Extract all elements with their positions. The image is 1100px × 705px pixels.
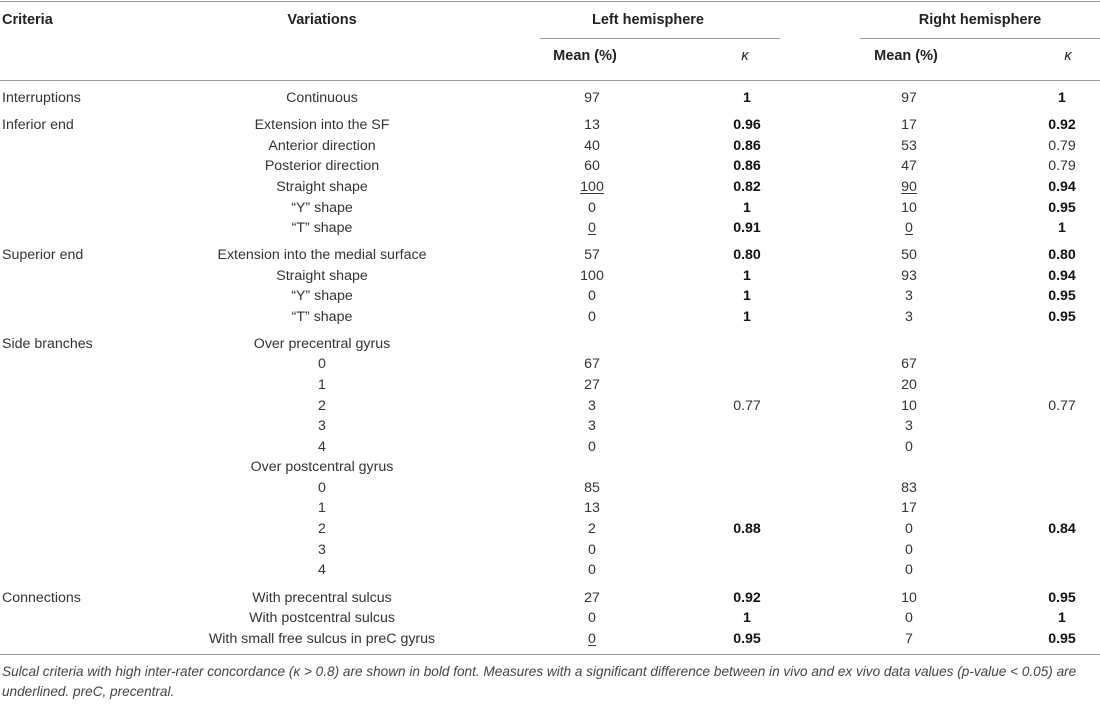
- header-left-kappa: κ: [741, 48, 749, 64]
- left-mean-cell: 0: [588, 562, 596, 578]
- left-mean-cell: 13: [584, 500, 600, 516]
- left-kappa-cell: 1: [743, 288, 751, 304]
- left-mean-cell: 0: [588, 200, 596, 216]
- left-kappa-cell: 1: [743, 268, 751, 284]
- header-right-hemisphere: Right hemisphere: [918, 12, 1042, 28]
- table-row: [0, 115, 1100, 136]
- variation-cell: With precentral sulcus: [252, 590, 392, 606]
- variation-cell: 4: [318, 562, 326, 578]
- right-mean-cell: 0: [905, 220, 913, 236]
- table-row: [0, 416, 1100, 437]
- table-row: [0, 354, 1100, 375]
- criteria-cell: Side branches: [2, 336, 93, 352]
- table-row: [0, 198, 1100, 219]
- variation-cell: 1: [318, 377, 326, 393]
- table-row: [0, 588, 1100, 609]
- table-row: [0, 396, 1100, 417]
- table-row: [0, 266, 1100, 287]
- variation-cell: Extension into the SF: [254, 117, 390, 133]
- right-kappa-cell: 0.95: [1048, 631, 1076, 647]
- left-mean-cell: 2: [588, 521, 596, 537]
- left-hemisphere-rule: [540, 38, 780, 39]
- table-row: [0, 334, 1100, 355]
- left-kappa-cell: 0.82: [733, 179, 761, 195]
- table-row: [0, 540, 1100, 561]
- right-kappa-cell: 0.77: [1048, 398, 1076, 414]
- left-kappa-cell: 0.86: [733, 158, 761, 174]
- right-kappa-cell: 0.95: [1048, 200, 1076, 216]
- table-row: [0, 136, 1100, 157]
- right-mean-cell: 67: [901, 356, 917, 372]
- right-mean-cell: 0: [905, 562, 913, 578]
- left-kappa-cell: 0.95: [733, 631, 761, 647]
- right-mean-cell: 17: [901, 117, 917, 133]
- right-mean-cell: 0: [905, 610, 913, 626]
- variation-cell: Straight shape: [276, 268, 368, 284]
- table-row: [0, 286, 1100, 307]
- left-kappa-cell: 0.92: [733, 590, 761, 606]
- right-mean-cell: 3: [905, 418, 913, 434]
- left-mean-cell: 27: [584, 377, 600, 393]
- table-row: [0, 457, 1100, 478]
- variation-cell: “T” shape: [291, 309, 353, 325]
- variation-cell: 2: [318, 398, 326, 414]
- right-mean-cell: 20: [901, 377, 917, 393]
- left-kappa-cell: 0.96: [733, 117, 761, 133]
- right-kappa-cell: 0.95: [1048, 590, 1076, 606]
- right-mean-cell: 47: [901, 158, 917, 174]
- left-kappa-cell: 0.88: [733, 521, 761, 537]
- table-row: [0, 560, 1100, 581]
- left-mean-cell: 27: [584, 590, 600, 606]
- header-right-kappa: κ: [1064, 48, 1072, 64]
- right-mean-cell: 3: [905, 309, 913, 325]
- left-kappa-cell: 1: [743, 610, 751, 626]
- criteria-cell: Interruptions: [2, 90, 81, 106]
- right-mean-cell: 97: [901, 90, 917, 106]
- table-row: [0, 608, 1100, 629]
- variation-cell: Over postcentral gyrus: [250, 459, 394, 475]
- left-mean-cell: 0: [588, 610, 596, 626]
- variation-cell: 3: [318, 542, 326, 558]
- right-kappa-cell: 0.95: [1048, 309, 1076, 325]
- left-mean-cell: 100: [580, 268, 604, 284]
- variation-cell: Over precentral gyrus: [253, 336, 391, 352]
- table-row: [0, 156, 1100, 177]
- right-mean-cell: 3: [905, 288, 913, 304]
- left-mean-cell: 85: [584, 480, 600, 496]
- left-kappa-cell: 0.91: [733, 220, 761, 236]
- variation-cell: Posterior direction: [264, 158, 380, 174]
- header-left-mean: Mean (%): [553, 48, 617, 64]
- variation-cell: 3: [318, 418, 326, 434]
- variation-cell: Straight shape: [276, 179, 368, 195]
- variation-cell: 0: [318, 356, 326, 372]
- right-mean-cell: 90: [901, 179, 917, 195]
- right-mean-cell: 0: [905, 542, 913, 558]
- left-mean-cell: 0: [588, 439, 596, 455]
- left-mean-cell: 60: [584, 158, 600, 174]
- header-variations: Variations: [287, 12, 357, 28]
- variation-cell: Continuous: [286, 90, 358, 106]
- criteria-cell: Superior end: [2, 247, 84, 263]
- table-row: [0, 629, 1100, 650]
- left-kappa-cell: 0.86: [733, 138, 761, 154]
- left-mean-cell: 0: [588, 542, 596, 558]
- left-mean-cell: 3: [588, 398, 596, 414]
- variation-cell: 0: [318, 480, 326, 496]
- header-criteria: Criteria: [2, 12, 53, 28]
- right-kappa-cell: 0.94: [1048, 268, 1076, 284]
- right-kappa-cell: 0.84: [1048, 521, 1076, 537]
- table-row: [0, 307, 1100, 328]
- table-top-rule: [0, 1, 1100, 2]
- left-mean-cell: 0: [588, 220, 596, 236]
- header-right-mean: Mean (%): [874, 48, 938, 64]
- variation-cell: Extension into the medial surface: [217, 247, 427, 263]
- right-mean-cell: 93: [901, 268, 917, 284]
- left-mean-cell: 3: [588, 418, 596, 434]
- right-mean-cell: 53: [901, 138, 917, 154]
- left-kappa-cell: 0.77: [733, 398, 761, 414]
- right-kappa-cell: 0.79: [1048, 138, 1076, 154]
- right-kappa-cell: 0.94: [1048, 179, 1076, 195]
- left-mean-cell: 0: [588, 288, 596, 304]
- right-kappa-cell: 1: [1058, 610, 1066, 626]
- right-mean-cell: 10: [901, 590, 917, 606]
- right-mean-cell: 10: [901, 398, 917, 414]
- table-row: [0, 88, 1100, 109]
- table-row: [0, 498, 1100, 519]
- right-kappa-cell: 0.79: [1048, 158, 1076, 174]
- left-kappa-cell: 1: [743, 200, 751, 216]
- table-row: [0, 437, 1100, 458]
- header-bottom-rule: [0, 80, 1100, 81]
- left-kappa-cell: 1: [743, 309, 751, 325]
- table-row: [0, 245, 1100, 266]
- variation-cell: Anterior direction: [268, 138, 376, 154]
- left-kappa-cell: 1: [743, 90, 751, 106]
- variation-cell: “Y” shape: [291, 200, 353, 216]
- right-kappa-cell: 1: [1058, 220, 1066, 236]
- left-kappa-cell: 0.80: [733, 247, 761, 263]
- table-row: [0, 177, 1100, 198]
- table-bottom-rule: [0, 654, 1100, 655]
- right-hemisphere-rule: [860, 38, 1100, 39]
- table-footnote: Sulcal criteria with high inter-rater concordance (κ > 0.8) are shown in bold font. Measures with a significant difference between in vivo and ex vivo data values (p-value < 0.05) are underlined. preC, precentral.: [2, 664, 1077, 699]
- right-mean-cell: 17: [901, 500, 917, 516]
- right-mean-cell: 7: [905, 631, 913, 647]
- right-kappa-cell: 0.80: [1048, 247, 1076, 263]
- right-mean-cell: 10: [901, 200, 917, 216]
- criteria-cell: Inferior end: [2, 117, 74, 133]
- variation-cell: With postcentral sulcus: [249, 610, 395, 626]
- variation-cell: 2: [318, 521, 326, 537]
- right-mean-cell: 0: [905, 439, 913, 455]
- right-kappa-cell: 0.95: [1048, 288, 1076, 304]
- right-mean-cell: 83: [901, 480, 917, 496]
- table-row: [0, 478, 1100, 499]
- left-mean-cell: 100: [580, 179, 604, 195]
- left-mean-cell: 67: [584, 356, 600, 372]
- variation-cell: 4: [318, 439, 326, 455]
- variation-cell: “T” shape: [291, 220, 353, 236]
- criteria-cell: Connections: [2, 590, 81, 606]
- variation-cell: 1: [318, 500, 326, 516]
- right-kappa-cell: 0.92: [1048, 117, 1076, 133]
- variation-cell: With small free sulcus in preC gyrus: [208, 631, 436, 647]
- left-mean-cell: 13: [584, 117, 600, 133]
- right-kappa-cell: 1: [1058, 90, 1066, 106]
- variation-cell: “Y” shape: [291, 288, 353, 304]
- left-mean-cell: 57: [584, 247, 600, 263]
- left-mean-cell: 0: [588, 309, 596, 325]
- left-mean-cell: 40: [584, 138, 600, 154]
- right-mean-cell: 50: [901, 247, 917, 263]
- table-row: [0, 218, 1100, 239]
- right-mean-cell: 0: [905, 521, 913, 537]
- table-row: [0, 375, 1100, 396]
- left-mean-cell: 0: [588, 631, 596, 647]
- header-left-hemisphere: Left hemisphere: [592, 12, 704, 28]
- left-mean-cell: 97: [584, 90, 600, 106]
- table-row: [0, 519, 1100, 540]
